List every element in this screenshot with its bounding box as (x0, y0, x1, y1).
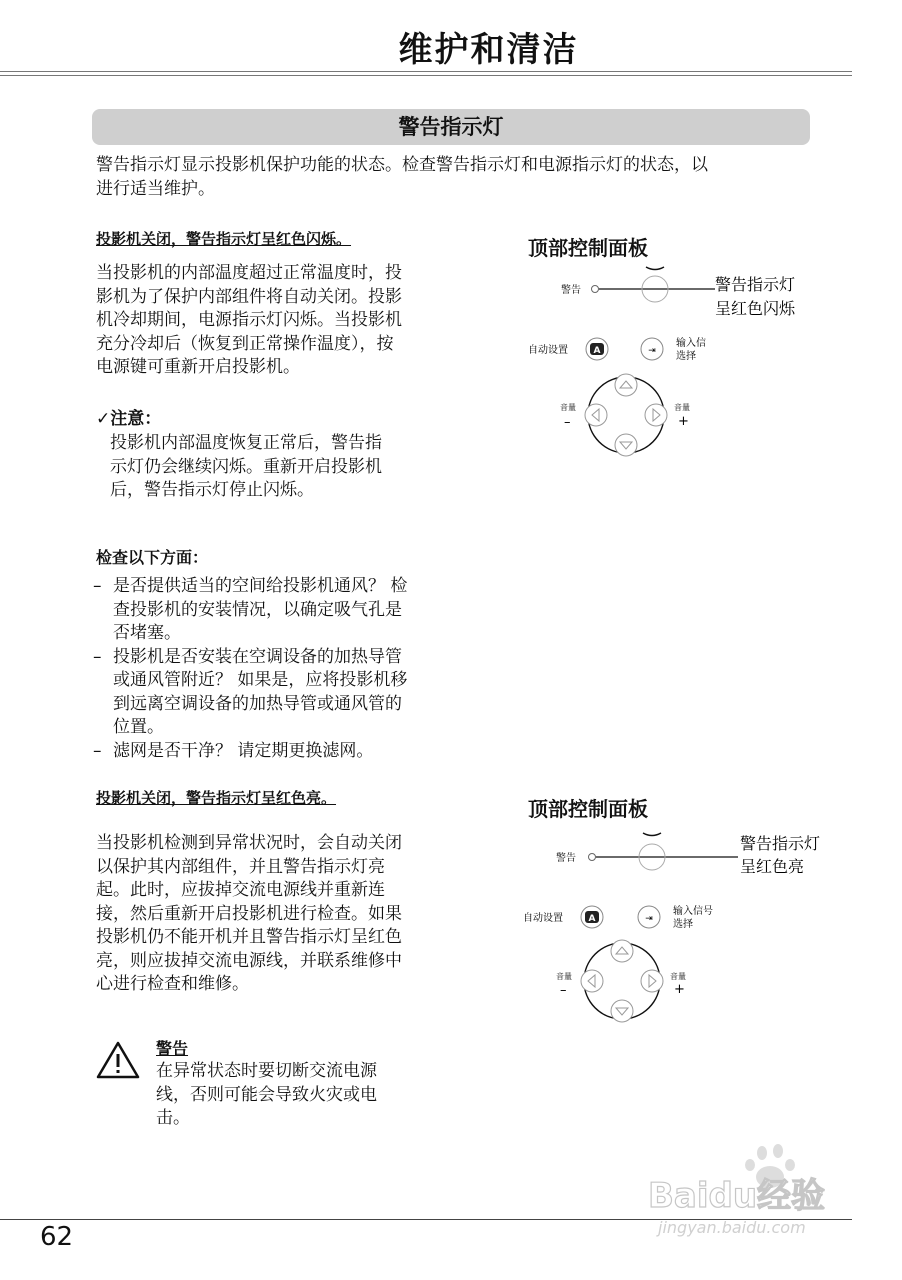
panel2-power-indicator (643, 833, 661, 836)
panel1-callout-2: 呈红色闪烁 (715, 299, 796, 318)
panel1-down-button[interactable] (615, 434, 637, 456)
note-line: 后，警告指示灯停止闪烁。 (110, 480, 314, 500)
panel2-title: 顶部控制面板 (528, 797, 648, 821)
panel1-up-button[interactable] (615, 374, 637, 396)
case2-heading: 投影机关闭，警告指示灯呈红色亮。 (96, 789, 337, 807)
list-dash: – (93, 576, 102, 596)
panel1-plus: + (678, 414, 689, 429)
panel1-diagram (520, 258, 820, 468)
page-number: 62 (40, 1222, 74, 1252)
page-title: 维护和清洁 (398, 30, 579, 70)
warning-triangle-icon (95, 1040, 141, 1080)
case1-body-line: 影机为了保护内部组件将自动关闭。投影 (96, 286, 402, 307)
panel2-input-label-2: 选择 (673, 919, 693, 930)
panel1-volume-right: 音量 (674, 403, 690, 412)
case2-body-line: 亮，则应拔掉交流电源线，并联系维修中 (96, 950, 402, 971)
panel2-callout-1: 警告指示灯 (740, 834, 821, 853)
panel2-up-button[interactable] (611, 940, 633, 962)
panel2-plus: + (674, 982, 685, 997)
panel2-auto-setup-label: 自动设置 (523, 913, 563, 924)
watermark-logo: Baidu经验 (648, 1176, 826, 1216)
panel1-left-button[interactable] (585, 404, 607, 426)
warning-line: 线，否则可能会导致火灾或电 (156, 1084, 377, 1105)
case2-body (96, 832, 456, 997)
panel2-left-button[interactable] (581, 970, 603, 992)
panel1-right-button[interactable] (645, 404, 667, 426)
panel2-warning-label: 警告 (556, 853, 576, 864)
case2-body-line: 以保护其内部组件，并且警告指示灯亮 (96, 856, 385, 877)
panel1-callout-1: 警告指示灯 (715, 275, 796, 294)
panel2-minus: – (560, 983, 567, 998)
panel1-auto-setup-label: 自动设置 (528, 345, 568, 356)
list-line: 或通风管附近？ 如果是，应将投影机移 (113, 670, 408, 690)
panel2-diagram (518, 824, 848, 1029)
note-line: 投影机内部温度恢复正常后，警告指 (110, 433, 382, 453)
input-icon: ⇥ (645, 914, 653, 924)
case1-body-line: 电源键可重新开启投影机。 (96, 357, 300, 377)
panel1-volume-left: 音量 (560, 403, 576, 412)
baidu-watermark (640, 1143, 860, 1243)
warning-title: 警告 (156, 1039, 189, 1058)
note-title: ✓注意： (96, 409, 162, 429)
watermark-url: jingyan.baidu.com (658, 1218, 806, 1237)
case1-body-line: 机冷却期间，电源指示灯闪烁。当投影机 (96, 310, 402, 330)
header-rule-top (0, 71, 852, 72)
case2-body-line: 起。此时，应拔掉交流电源线并重新连 (96, 880, 385, 900)
check-list (93, 575, 463, 763)
check-heading: 检查以下方面： (96, 548, 209, 567)
panel2-volume-right: 音量 (670, 972, 686, 981)
panel2-warning-led (589, 854, 596, 861)
list-dash: – (93, 646, 102, 667)
case2-body-line: 投影机仍不能开机并且警告指示灯呈红色 (96, 927, 402, 947)
panel2-right-button[interactable] (641, 970, 663, 992)
svg-text:A: A (588, 914, 596, 924)
panel1-power-indicator (646, 267, 664, 270)
warning-body (156, 1060, 416, 1131)
intro-line: 进行适当维护。 (96, 178, 215, 199)
panel1-warning-led (592, 286, 599, 293)
list-line: 是否提供适当的空间给投影机通风？ 检 (113, 576, 408, 596)
list-dash: – (93, 740, 102, 761)
panel2-input-label-1: 输入信号 (673, 906, 713, 917)
case1-heading: 投影机关闭，警告指示灯呈红色闪烁。 (96, 230, 352, 248)
section-title: 警告指示灯 (92, 109, 810, 145)
list-item (93, 740, 463, 764)
intro-line: 警告指示灯显示投影机保护功能的状态。检查警告指示灯和电源指示灯的状态，以 (96, 155, 708, 175)
list-line: 否堵塞。 (113, 623, 181, 643)
panel1-input-label-2: 选择 (676, 351, 696, 362)
list-item (93, 575, 463, 646)
panel2-callout-2: 呈红色亮 (740, 857, 805, 876)
list-line: 位置。 (113, 717, 164, 737)
case1-body (96, 262, 456, 380)
case2-body-line: 接，然后重新开启投影机进行检查。如果 (96, 903, 402, 924)
list-line: 到远离空调设备的加热导管或通风管的 (113, 693, 402, 714)
panel1-input-label-1: 输入信 (676, 338, 706, 349)
note-body (110, 432, 440, 503)
case1-body-line: 充分冷却后（恢复到正常操作温度），按 (96, 333, 394, 354)
case2-body-line: 当投影机检测到异常状况时，会自动关闭 (96, 833, 402, 853)
case1-body-line: 当投影机的内部温度超过正常温度时，投 (96, 263, 402, 283)
svg-text:A: A (593, 346, 601, 356)
note-line: 示灯仍会继续闪烁。重新开启投影机 (110, 456, 382, 477)
header-rule-bottom (0, 75, 852, 76)
list-line: 滤网是否干净？ 请定期更换滤网。 (113, 740, 374, 761)
panel1-title: 顶部控制面板 (528, 236, 648, 260)
case2-body-line: 心进行检查和维修。 (96, 974, 249, 994)
intro-paragraph (96, 154, 816, 201)
panel2-volume-left: 音量 (556, 972, 572, 981)
panel2-down-button[interactable] (611, 1000, 633, 1022)
warning-line: 在异常状态时要切断交流电源 (156, 1061, 377, 1081)
panel1-warning-label: 警告 (561, 285, 581, 296)
panel1-minus: – (564, 415, 571, 430)
list-item (93, 646, 463, 740)
input-icon: ⇥ (648, 346, 656, 356)
list-line: 查投影机的安装情况，以确定吸气孔是 (113, 599, 402, 620)
list-line: 投影机是否安装在空调设备的加热导管 (113, 646, 402, 667)
warning-line: 击。 (156, 1108, 190, 1128)
